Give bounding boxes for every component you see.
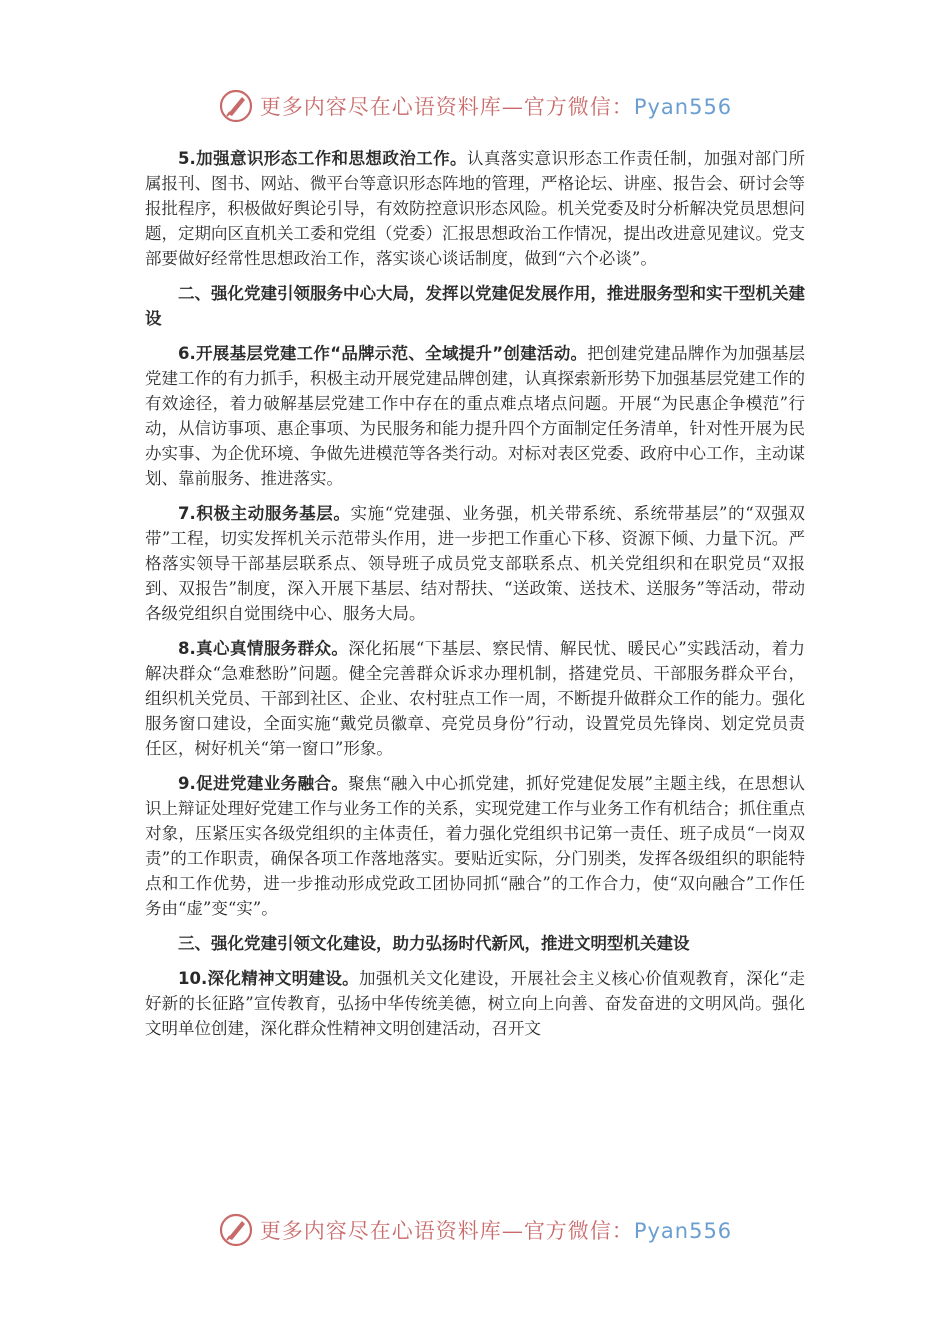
watermark-label: 官方微信： xyxy=(523,1219,634,1243)
paragraph-text: 深化拓展“下基层、察民情、解民忧、暖民心”实践活动，着力解决群众“急难愁盼”问题。健全完善群众诉求办理机制，搭建党员、干部服务群众平台，组织机关党员、干部到社区、企业、农村驻点工作一周，不断提升做群众工作的能力。强化服务窗口建设，全面实施“戴党员徽章、亮党员身份”行动，设置党员先锋岗、划定党员责任区，树好机关“第一窗口”形象。 xyxy=(145,639,806,758)
quill-logo-icon xyxy=(218,88,254,124)
paragraph-text: 聚焦“融入中心抓党建，抓好党建促发展”主题主线，在思想认识上辩证处理好党建工作与业务工作的关系，实现党建工作与业务工作有机结合；抓住重点对象，压紧压实各级党组织的主体责任，着力强化党组织书记第一责任、班子成员“一岗双责”的工作职责，确保各项工作落地落实。要贴近实际，分门别类，发挥各级组织的职能特点和工作优势，进一步推动形成党政工团协同抓“融合”的工作合力，使“双向融合”工作任务由“虚”变“实”。 xyxy=(145,774,806,918)
paragraph-lead: 9.促进党建业务融合。 xyxy=(178,774,349,793)
paragraph-9 xyxy=(145,771,805,921)
paragraph-lead: 7.积极主动服务基层。 xyxy=(178,504,351,523)
paragraph-lead: 5.加强意识形态工作和思想政治工作。 xyxy=(178,149,467,168)
watermark-text xyxy=(260,91,732,121)
watermark-header xyxy=(0,86,950,126)
quill-logo-icon xyxy=(218,1212,254,1248)
section-heading-3: 三、强化党建引领文化建设，助力弘扬时代新风，推进文明型机关建设 xyxy=(178,934,690,953)
watermark-main: 更多内容尽在心语资料库 xyxy=(259,1219,502,1243)
paragraph-text: 把创建党建品牌作为加强基层党建工作的有力抓手，积极主动开展党建品牌创建，认真探索新形势下加强基层党建工作的有效途径，着力破解基层党建工作中存在的重点难点堵点问题。开展“为民惠企争模范”行动，从信访事项、惠企事项、为民服务和能力提升四个方面制定任务清单，针对性开展为民办实事、为企优环境、争做先进模范等各类行动。对标对表区党委、政府中心工作，主动谋划、靠前服务、推进落实。 xyxy=(145,344,806,488)
paragraph-6 xyxy=(145,341,805,491)
paragraph-text: 实施“党建强、业务强，机关带系统、系统带基层”的“双强双带”工程，切实发挥机关示范带头作用，进一步把工作重心下移、资源下倾、力量下沉。严格落实领导干部基层联系点、领导班子成员党支部联系点、机关党组织和在职党员“双报到、双报告”制度，深入开展下基层、结对帮扶、“送政策、送技术、送服务”等活动，带动各级党组织自觉围绕中心、服务大局。 xyxy=(145,504,805,623)
document-body xyxy=(145,146,805,1051)
paragraph-lead: 8.真心真情服务群众。 xyxy=(178,639,349,658)
watermark-sep: — xyxy=(501,95,524,119)
watermark-label: 官方微信： xyxy=(523,95,634,119)
watermark-text xyxy=(260,1215,732,1245)
watermark-sep: — xyxy=(501,1219,524,1243)
paragraph-lead: 6.开展基层党建工作“品牌示范、全域提升”创建活动。 xyxy=(178,344,588,363)
paragraph-lead: 10.深化精神文明建设。 xyxy=(178,969,360,988)
watermark-brand: Pyan556 xyxy=(633,95,733,119)
watermark-main: 更多内容尽在心语资料库 xyxy=(259,95,502,119)
paragraph-text: 加强机关文化建设，开展社会主义核心价值观教育，深化“走好新的长征路”宣传教育，弘扬中华传统美德，树立向上向善、奋发奋进的文明风尚。强化文明单位创建，深化群众性精神文明创建活动，召开文 xyxy=(145,969,805,1038)
section-heading-2: 二、强化党建引领服务中心大局，发挥以党建促发展作用，推进服务型和实干型机关建设 xyxy=(145,284,805,328)
watermark-footer xyxy=(0,1210,950,1250)
paragraph-text: 认真落实意识形态工作责任制，加强对部门所属报刊、图书、网站、微平台等意识形态阵地的管理，严格论坛、讲座、报告会、研讨会等报批程序，积极做好舆论引导，有效防控意识形态风险。机关党委及时分析解决党员思想问题，定期向区直机关工委和党组（党委）汇报思想政治工作情况，提出改进意见建议。党支部要做好经常性思想政治工作，落实谈心谈话制度，做到“六个必谈”。 xyxy=(145,149,806,268)
paragraph-8 xyxy=(145,636,805,761)
watermark-brand: Pyan556 xyxy=(633,1219,733,1243)
paragraph-7 xyxy=(145,501,805,626)
paragraph-5 xyxy=(145,146,805,271)
paragraph-10 xyxy=(145,966,805,1041)
